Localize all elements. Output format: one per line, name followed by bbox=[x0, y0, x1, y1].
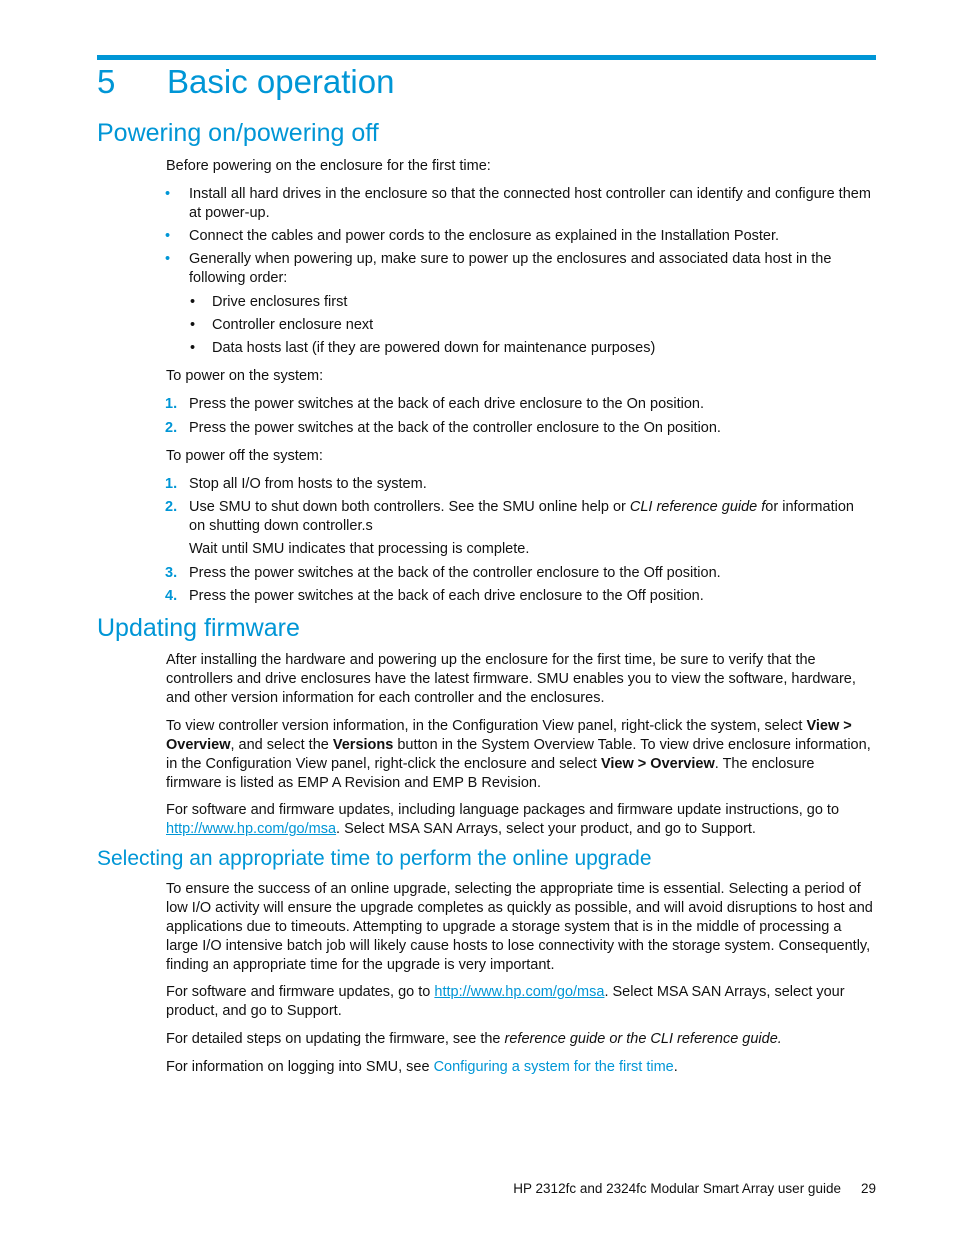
chapter-number: 5 bbox=[97, 63, 116, 100]
msa-link[interactable]: http://www.hp.com/go/msa bbox=[434, 984, 605, 1000]
text-run: . Select MSA SAN Arrays, select your product, and go to Support. bbox=[166, 984, 845, 1019]
configuring-system-link[interactable]: Configuring a system for the first time bbox=[433, 1059, 674, 1075]
bold-text: View > Overview bbox=[166, 718, 852, 753]
step-text-italic: CLI reference guide f bbox=[629, 499, 766, 515]
step-item bbox=[165, 475, 874, 494]
step-text: Use SMU to shut down both controllers. See the SMU online help or bbox=[189, 499, 630, 515]
powering-intro: Before powering on the enclosure for the first time: bbox=[166, 158, 491, 174]
step-item bbox=[165, 498, 874, 536]
text-run: button in the System Overview Table. To view drive enclosure information, in the Configuration View panel, right-click the enclosure and select bbox=[166, 737, 871, 772]
step-number: 2. bbox=[165, 420, 178, 436]
step-number: 2. bbox=[165, 499, 178, 515]
text-run: For software and firmware updates, including language packages and firmware update instructions, go to bbox=[166, 802, 840, 818]
step-text: Press the power switches at the back of the controller enclosure to the On position. bbox=[189, 420, 721, 436]
sub-list-item-text: Controller enclosure next bbox=[212, 317, 374, 333]
text-run: . Select MSA SAN Arrays, select your product, and go to Support. bbox=[336, 821, 756, 837]
firmware-paragraph bbox=[166, 717, 874, 793]
bullet-icon: • bbox=[190, 294, 196, 310]
powering-heading: Powering on/powering off bbox=[97, 119, 379, 147]
sub-list-item bbox=[190, 293, 348, 312]
bullet-icon: • bbox=[190, 317, 196, 333]
step-item bbox=[165, 564, 874, 583]
list-item bbox=[165, 227, 874, 246]
list-item-text: Generally when powering up, make sure to power up the enclosures and associated data host in the following order: bbox=[189, 251, 832, 286]
sub-list-item bbox=[190, 339, 656, 358]
bullet-icon: • bbox=[165, 251, 171, 267]
upgrade-paragraph bbox=[166, 983, 874, 1021]
list-item-text: Connect the cables and power cords to the enclosure as explained in the Installation Poster. bbox=[189, 228, 780, 244]
text-run: For detailed steps on updating the firmware, see the bbox=[166, 1031, 505, 1047]
bold-text: View > Overview bbox=[600, 756, 715, 772]
text-run: To view controller version information, in the Configuration View panel, right-click the system, select bbox=[166, 718, 807, 734]
step-text: Press the power switches at the back of each drive enclosure to the On position. bbox=[189, 396, 705, 412]
sub-list-item bbox=[190, 316, 374, 335]
footer-title: HP 2312fc and 2324fc Modular Smart Array user guide bbox=[513, 1181, 841, 1196]
step-number: 1. bbox=[165, 476, 178, 492]
upgrade-paragraph: To ensure the success of an online upgrade, selecting the appropriate time is essential. Selecting a period of low I/O activity will ensure the upgrade completes as quickly as possible, and will avoid disruptions to host and applications due to timeouts. Attempting to upgrade a storage system that is in the middle of processing a large I/O intensive batch job will likely cause hosts to lose connectivity with the storage system. Consequently, finding an appropriate time for the upgrade is very important. bbox=[166, 881, 873, 973]
page-number: 29 bbox=[860, 1181, 876, 1196]
text-run: For software and firmware updates, go to bbox=[166, 984, 435, 1000]
page-footer bbox=[513, 1181, 876, 1196]
sub-list-item-text: Drive enclosures first bbox=[212, 294, 348, 310]
firmware-paragraph: After installing the hardware and powering up the enclosure for the first time, be sure to verify that the controllers and drive enclosures have the latest firmware. SMU enables you to view the software, hardware, and other version information for each controller and the enclosures. bbox=[166, 652, 856, 706]
list-item bbox=[165, 250, 874, 288]
chapter-rule bbox=[97, 55, 876, 60]
step-item bbox=[165, 419, 874, 438]
step-item bbox=[165, 587, 874, 606]
step-text: Press the power switches at the back of each drive enclosure to the Off position. bbox=[189, 588, 704, 604]
italic-text: reference guide or the CLI reference guide. bbox=[504, 1031, 782, 1047]
bullet-icon: • bbox=[165, 186, 171, 202]
bullet-icon: • bbox=[165, 228, 171, 244]
text-run: . The enclosure firmware is listed as EMP A Revision and EMP B Revision. bbox=[166, 756, 815, 791]
step-number: 1. bbox=[165, 396, 178, 412]
msa-link[interactable]: http://www.hp.com/go/msa bbox=[166, 821, 337, 837]
list-item bbox=[165, 185, 874, 223]
text-run: For information on logging into SMU, see bbox=[166, 1059, 434, 1075]
step-text: Press the power switches at the back of the controller enclosure to the Off position. bbox=[189, 565, 721, 581]
firmware-paragraph bbox=[166, 801, 874, 839]
step-note: Wait until SMU indicates that processing is complete. bbox=[189, 541, 530, 557]
sub-list-item-text: Data hosts last (if they are powered down for maintenance purposes) bbox=[212, 340, 656, 356]
step-text: or information on shutting down controller.s bbox=[189, 499, 854, 534]
step-text: Stop all I/O from hosts to the system. bbox=[189, 476, 427, 492]
step-number: 3. bbox=[165, 565, 178, 581]
power-off-intro: To power off the system: bbox=[166, 448, 323, 464]
bullet-icon: • bbox=[190, 340, 196, 356]
chapter-title-text: Basic operation bbox=[167, 63, 395, 100]
step-number: 4. bbox=[165, 588, 178, 604]
upgrade-paragraph bbox=[166, 1030, 874, 1049]
text-run: , and select the bbox=[230, 737, 333, 753]
chapter-title bbox=[97, 62, 394, 102]
list-item-text: Install all hard drives in the enclosure so that the connected host controller can identify and configure them at power-up. bbox=[189, 186, 871, 221]
power-on-intro: To power on the system: bbox=[166, 368, 324, 384]
firmware-heading: Updating firmware bbox=[97, 614, 300, 642]
step-item bbox=[165, 395, 874, 414]
upgrade-paragraph bbox=[166, 1058, 874, 1077]
upgrade-heading: Selecting an appropriate time to perform the online upgrade bbox=[97, 847, 652, 870]
text-run: . bbox=[673, 1059, 678, 1075]
bold-text: Versions bbox=[332, 737, 394, 753]
